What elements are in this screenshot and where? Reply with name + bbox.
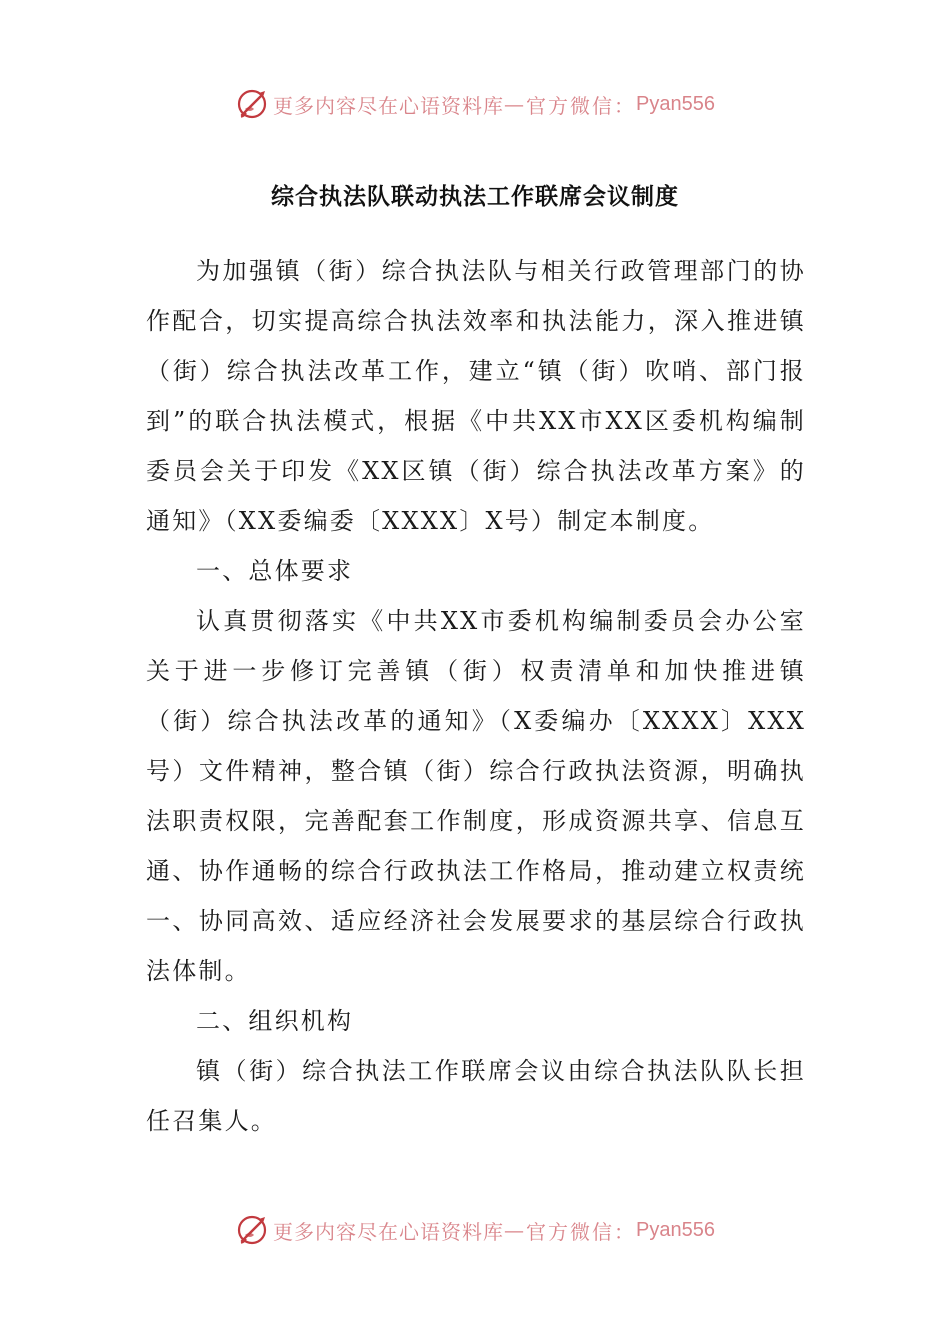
section-heading-general: 一、总体要求 <box>196 557 354 585</box>
section-heading-organization: 二、组织机构 <box>196 1007 354 1035</box>
document-title: 综合执法队联动执法工作联席会议制度 <box>271 184 679 210</box>
watermark-contact-id: Pyan556 <box>636 92 715 115</box>
pen-logo-icon <box>235 1213 269 1247</box>
watermark-dash: — <box>504 92 527 116</box>
pen-logo-icon <box>235 87 269 121</box>
watermark-contact-label: 官方微信： <box>526 1219 637 1244</box>
watermark-contact-id: Pyan556 <box>636 1218 715 1241</box>
organization-paragraph: 镇（街）综合执法工作联席会议由综合执法队队长担任召集人。 <box>146 1057 806 1135</box>
header-watermark <box>0 84 950 124</box>
watermark-dash: — <box>504 1218 527 1242</box>
general-requirements-paragraph: 认真贯彻落实《中共XX市委机构编制委员会办公室关于进一步修订完善镇（街）权责清单和加快推进镇（街）综合执法改革的通知》（X委编办〔XXXX〕XXX号）文件精神，整合镇（街）综合行政执法资源，明确执法职责权限，完善配套工作制度，形成资源共享、信息互通、协作通畅的综合行政执法工作格局，推动建立权责统一、协同高效、适应经济社会发展要求的基层综合行政执法体制。 <box>146 607 806 985</box>
watermark-contact-label: 官方微信： <box>526 93 637 118</box>
document-body <box>146 246 806 1146</box>
intro-paragraph: 为加强镇（街）综合执法队与相关行政管理部门的协作配合，切实提高综合执法效率和执法能力，深入推进镇（街）综合执法改革工作，建立“镇（街）吹哨、部门报到”的联合执法模式，根据《中共XX市XX区委机构编制委员会关于印发《XX区镇（街）综合执法改革方案》的通知》（XX委编委〔XXXX〕X号）制定本制度。 <box>146 257 806 535</box>
footer-watermark <box>0 1210 950 1250</box>
watermark-text: 更多内容尽在心语资料库 <box>273 93 505 118</box>
watermark-text: 更多内容尽在心语资料库 <box>273 1219 505 1244</box>
